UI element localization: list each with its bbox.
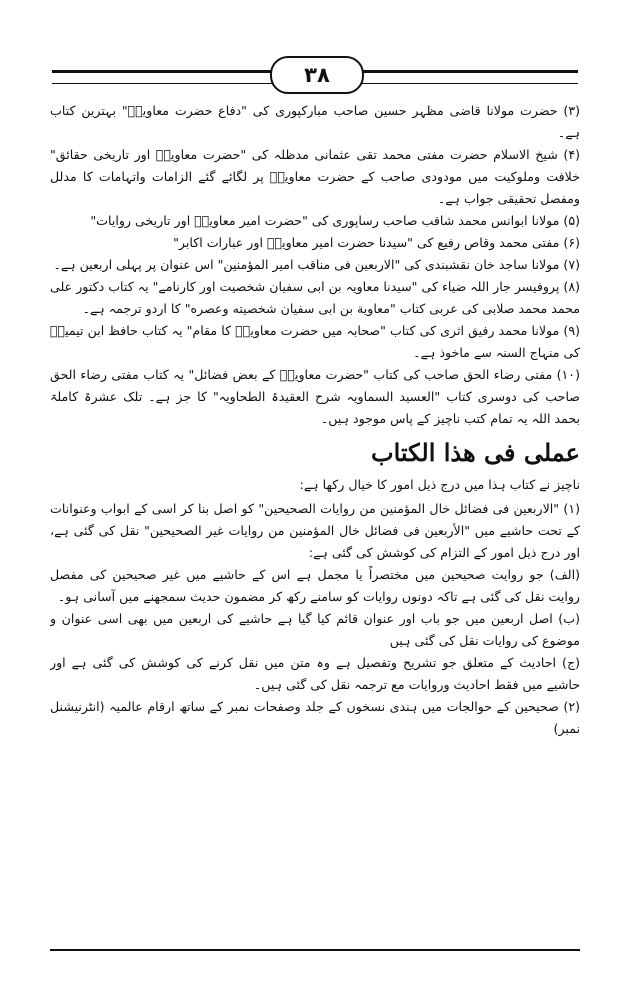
footer-rule bbox=[50, 949, 580, 951]
method-point: (ج) احادیث کے متعلق جو تشریح وتفصیل ہے وہ متن میں نقل کرنے کی کوشش کی گئی ہے اور حاشیے میں فقط احادیث وروایات مع ترجمہ نقل کی گئی ہیں۔ bbox=[50, 655, 580, 692]
reference-item: (۷) مولانا ساجد خان نقشبندی کی "الاربعین فی مناقب امیر المؤمنین" اس عنوان پر پہلی اربعین ہے۔ bbox=[53, 257, 580, 272]
method-point: (الف) جو روایت صحیحین میں مختصراً یا مجمل ہے اس کے حاشیے میں غیر صحیحین کی مفصل روایت نقل کی گئی ہے تاکہ دونوں روایات کو سامنے رکھ کر مضمون حدیث سمجھنے میں آسانی ہو۔ bbox=[50, 567, 580, 604]
method-point: (۱) "الاربعین فی فضائل خال المؤمنین من روایات الصحیحین" کو اصل بنا کر اسی کے ابواب وعنوانات کے تحت حاشیے میں "الأربعین فی فضائل خال المؤمنین من روایات غیر الصحیحین" نقل کی گئی ہے، اور درج ذیل امور کے التزام کی کوشش کی گئی ہے: bbox=[50, 501, 580, 560]
page-number: ۳۸ bbox=[270, 56, 364, 94]
reference-item: (۶) مفتی محمد وقاص رفیع کی "سیدنا حضرت امیر معاویہؓ اور عبارات اکابر" bbox=[173, 235, 580, 250]
reference-item: (۳) حضرت مولانا قاضی مظہر حسین صاحب مبارکپوری کی "دفاع حضرت معاویہؓ" بہترین کتاب ہے۔ bbox=[50, 103, 580, 140]
section-intro: ناچیز نے کتاب ہذا میں درج ذیل امور کا خیال رکھا ہے: bbox=[299, 477, 580, 492]
section-title: عملی فی هذا الکتاب bbox=[371, 438, 580, 467]
method-point: (ب) اصل اربعین میں جو باب اور عنوان قائم کیا گیا ہے حاشیے کی اربعین میں بھی اسی عنوان و موضوع کی روایات نقل کی گئی ہیں bbox=[50, 611, 580, 648]
reference-item: (۸) پروفیسر جار اللہ ضیاء کی "سیدنا معاویہ بن ابی سفیان شخصیت اور کارنامے" یہ کتاب دکتور علی محمد محمد صلابی کی عربی کتاب "معاویة بن ابی سفیان شخصیته وعصره" کا اردو ترجمہ ہے۔ bbox=[50, 279, 580, 316]
reference-item: (۹) مولانا محمد رفیق اثری کی کتاب "صحابہ میں حضرت معاویہؓ کا مقام" یہ کتاب حافظ ابن تیمیہؒ کی منہاج السنہ سے ماخوذ ہے۔ bbox=[50, 323, 580, 360]
method-point: (۲) صحیحین کے حوالجات میں ہندی نسخوں کے جلد وصفحات نمبر کے ساتھ ارقام عالمیہ (انٹرنیشنل نمبر) bbox=[50, 699, 580, 736]
reference-item: (۵) مولانا ابوانس محمد شاقب صاحب رساپوری کی "حضرت امیر معاویہؓ اور تاریخی روایات" bbox=[90, 213, 580, 228]
reference-item: (۱۰) مفتی رضاء الحق صاحب کی کتاب "حضرت معاویہؓ کے بعض فضائل" یہ کتاب مفتی رضاء الحق صاحب کی دوسری کتاب "العسید السماویہ شرح العقیدۃ الطحاویہ" کا جز ہے۔ تلک عشرۃ کاملۃ بحمد اللہ یہ تمام کتب ناچیز کے پاس موجود ہیں۔ bbox=[50, 367, 580, 426]
reference-item: (۴) شیخ الاسلام حضرت مفتی محمد تقی عثمانی مدظلہ کی "حضرت معاویہؓ اور تاریخی حقائق" خلافت وملوکیت میں مودودی صاحب کے حضرت معاویہؓ پر لگائے گئے الزامات واتہامات کا مدلل ومفصل تحقیقی جواب ہے۔ bbox=[50, 147, 580, 206]
page-body bbox=[50, 100, 580, 935]
